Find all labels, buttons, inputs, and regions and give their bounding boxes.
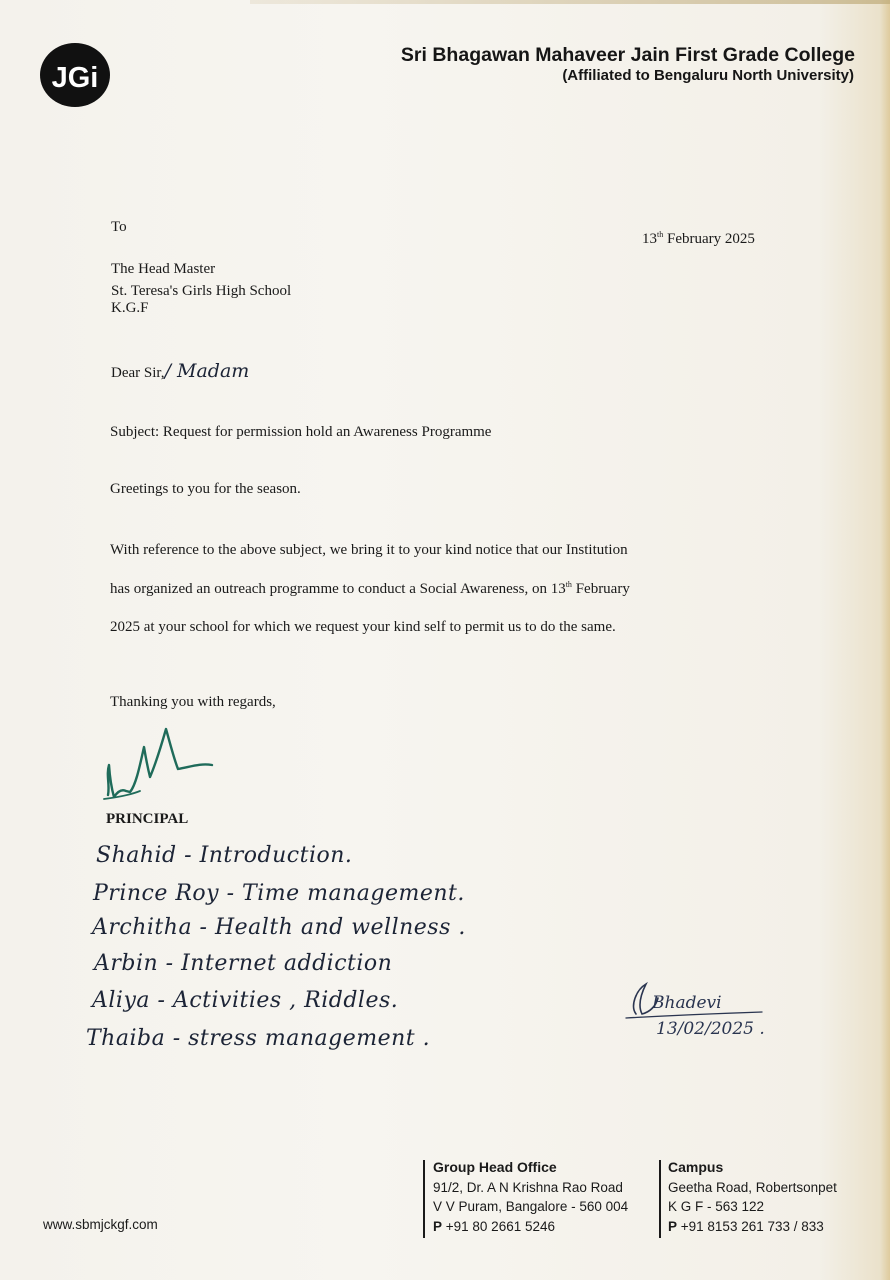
note-line-5: Aliya - Activities , Riddles. <box>92 988 399 1013</box>
salutation-handwritten: / Madam <box>164 360 250 382</box>
college-name: Sri Bhagawan Mahaveer Jain First Grade College <box>400 44 855 66</box>
subject-line: Subject: Request for permission hold an Awareness Programme <box>110 424 492 440</box>
recipient-school: St. Teresa's Girls High School <box>111 283 292 299</box>
campus-phone: P +91 8153 261 733 / 833 <box>668 1218 824 1234</box>
campus-address <box>668 1158 837 1236</box>
to-label: To <box>111 219 127 235</box>
campus-heading: Campus <box>668 1159 724 1175</box>
jgi-logo <box>40 43 110 107</box>
principal-signature <box>100 725 220 810</box>
note-line-6: Thaiba - stress management . <box>86 1026 431 1051</box>
note-line-3: Architha - Health and wellness . <box>92 915 466 940</box>
note-line-4: Arbin - Internet addiction <box>94 951 393 976</box>
group-office-heading: Group Head Office <box>433 1159 557 1175</box>
campus-address-2: K G F - 563 122 <box>668 1199 765 1214</box>
greeting: Greetings to you for the season. <box>110 481 301 497</box>
college-affiliation: (Affiliated to Bengaluru North University) <box>562 67 854 84</box>
logo-text: JGi <box>51 62 99 94</box>
body-line-1: With reference to the above subject, we bring it to your kind notice that our Institution <box>110 542 628 558</box>
note-line-1: Shahid - Introduction. <box>96 843 353 868</box>
recipient-title: The Head Master <box>111 261 216 277</box>
paper-top-edge <box>250 0 890 4</box>
campus-address-1: Geetha Road, Robertsonpet <box>668 1179 837 1195</box>
group-head-office <box>433 1158 628 1236</box>
principal-label: PRINCIPAL <box>106 811 189 827</box>
website-link[interactable]: www.sbmjckgf.com <box>43 1217 158 1232</box>
acknowledgement-signature <box>622 976 772 1036</box>
body-line-3: 2025 at your school for which we request your kind self to permit us to do the same. <box>110 619 616 635</box>
footer-divider-left <box>423 1160 425 1238</box>
footer-divider-right <box>659 1160 661 1238</box>
note-line-2: Prince Roy - Time management. <box>93 881 465 906</box>
salutation: Dear Sir,/ Madam <box>111 360 250 382</box>
paper-edge-shadow <box>880 0 890 1280</box>
closing: Thanking you with regards, <box>110 694 276 710</box>
letter-date: 13th February 2025 <box>642 230 755 247</box>
group-office-address-2: V V Puram, Bangalore - 560 004 <box>433 1199 629 1214</box>
body-line-2: has organized an outreach programme to conduct a Social Awareness, on 13th February <box>110 580 630 597</box>
recipient-place: K.G.F <box>111 300 149 316</box>
group-office-address-1: 91/2, Dr. A N Krishna Rao Road <box>433 1179 623 1195</box>
acknowledgement-name: Bhadevi <box>652 993 722 1013</box>
group-office-phone: P +91 80 2661 5246 <box>433 1218 555 1234</box>
acknowledgement-date: 13/02/2025 . <box>656 1019 765 1036</box>
